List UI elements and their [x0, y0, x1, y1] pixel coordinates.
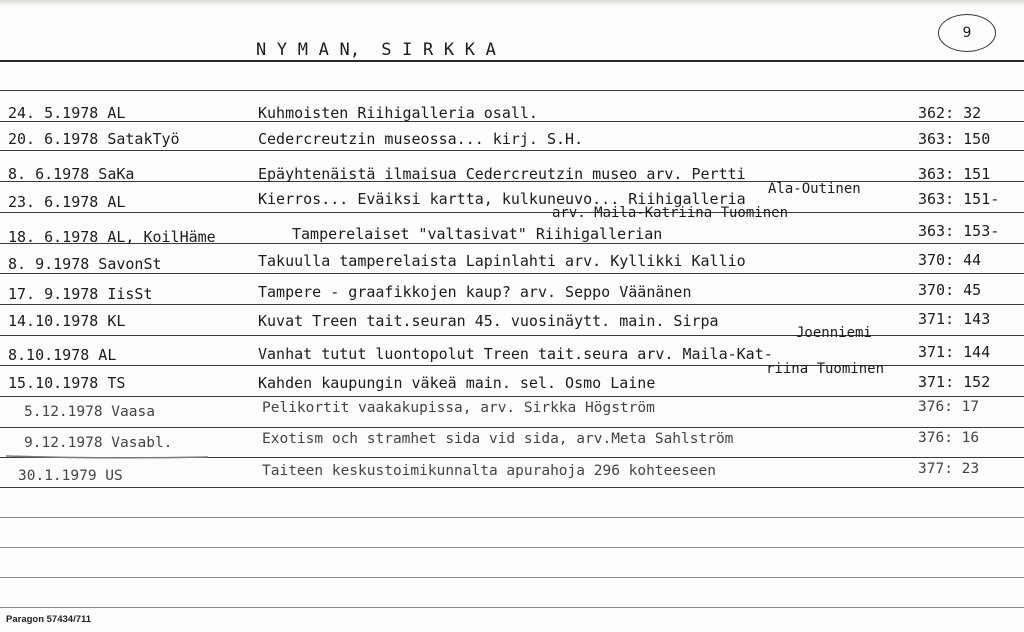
entry-reference: 370: 45: [918, 281, 982, 299]
entry-date-source: 24. 5.1978 AL: [8, 104, 126, 122]
entry-date-source: 30.1.1979 US: [18, 468, 123, 484]
ruled-line: [0, 517, 1024, 518]
entry-description: Vanhat tutut luontopolut Treen tait.seura arv. Maila-Kat-: [258, 345, 773, 363]
entry-date-source: 17. 9.1978 IisSt: [8, 285, 153, 303]
entry-note: arv. Maila-Katriina Tuominen: [552, 205, 789, 221]
entry-description: Kahden kaupungin väkeä main. sel. Osmo Laine: [258, 374, 656, 392]
ruled-line: [0, 487, 1024, 488]
ruled-line: [0, 304, 1024, 305]
entry-date-source: 8.10.1978 AL: [8, 346, 117, 364]
entry-description: Kuhmoisten Riihigalleria osall.: [258, 104, 538, 122]
entry-reference: 363: 150: [918, 130, 991, 148]
header-rule: [0, 60, 1024, 62]
entry-date-source: 20. 6.1978 SatakTyö: [8, 130, 180, 148]
entry-reference: 363: 151-: [918, 190, 1000, 208]
entry-date-source: 18. 6.1978 AL, KoilHäme: [8, 228, 216, 246]
entry-date-source: 23. 6.1978 AL: [8, 193, 126, 211]
ruled-line: [0, 212, 1024, 213]
entry-reference: 371: 143: [918, 310, 991, 328]
card-title-name: N Y M A N, S I R K K A: [256, 40, 497, 60]
entry-reference: 377: 23: [918, 461, 980, 477]
entry-date-source: 14.10.1978 KL: [8, 312, 126, 330]
entry-reference: 363: 153-: [918, 222, 1000, 240]
page-number: 9: [962, 25, 972, 41]
entry-reference: 370: 44: [918, 251, 982, 269]
entry-note: Joenniemi: [796, 325, 872, 341]
ruled-line: [0, 273, 1024, 274]
entry-description: Kuvat Treen tait.seuran 45. vuosinäytt. main. Sirpa: [258, 312, 719, 330]
printer-imprint: Paragon 57434/711: [6, 614, 92, 625]
entry-date-source: 8. 6.1978 SaKa: [8, 165, 135, 183]
entry-description: Tamperelaiset "valtasivat" Riihigallerian: [292, 225, 663, 243]
ruled-line: [0, 396, 1024, 397]
entry-description: Taiteen keskustoimikunnalta apurahoja 296 kohteeseen: [262, 463, 716, 479]
entry-description: Exotism och stramhet sida vid sida, arv.Meta Sahlström: [262, 431, 734, 447]
entry-reference: 363: 151: [918, 165, 991, 183]
entry-description: Takuulla tamperelaista Lapinlahti arv. Kyllikki Kallio: [258, 252, 746, 270]
ruled-line: [0, 607, 1024, 608]
entry-date-source: 5.12.1978 Vaasa: [24, 404, 155, 420]
entry-reference: 376: 17: [918, 399, 980, 415]
entry-date-source: 8. 9.1978 SavonSt: [8, 255, 162, 273]
page-number-circle: [938, 14, 996, 52]
pencil-underline-mark: [6, 455, 208, 459]
ruled-line: [0, 577, 1024, 578]
ruled-line: [0, 90, 1024, 91]
entry-description: Kierros... Eväiksi kartta, kulkuneuvo... Riihigalleria: [258, 190, 746, 208]
card-top-edge: [0, 0, 1024, 6]
entry-reference: 371: 144: [918, 343, 991, 361]
entry-date-source: 15.10.1978 TS: [8, 374, 126, 392]
ruled-line: [0, 150, 1024, 151]
ruled-line: [0, 427, 1024, 428]
entry-description: Cedercreutzin museossa... kirj. S.H.: [258, 130, 584, 148]
entry-description: Tampere - graafikkojen kaup? arv. Seppo Väänänen: [258, 283, 692, 301]
entry-reference: 371: 152: [918, 373, 991, 391]
entry-description: Pelikortit vaakakupissa, arv. Sirkka Högström: [262, 400, 655, 416]
entry-reference: 362: 32: [918, 104, 982, 122]
entry-reference: 376: 16: [918, 430, 980, 446]
ruled-line: [0, 547, 1024, 548]
entry-note: riina Tuominen: [766, 361, 885, 377]
entry-note: Ala-Outinen: [768, 181, 861, 197]
entry-date-source: 9.12.1978 Vasabl.: [24, 435, 173, 451]
entry-description: Epäyhtenäistä ilmaisua Cedercreutzin museo arv. Pertti: [258, 165, 746, 183]
